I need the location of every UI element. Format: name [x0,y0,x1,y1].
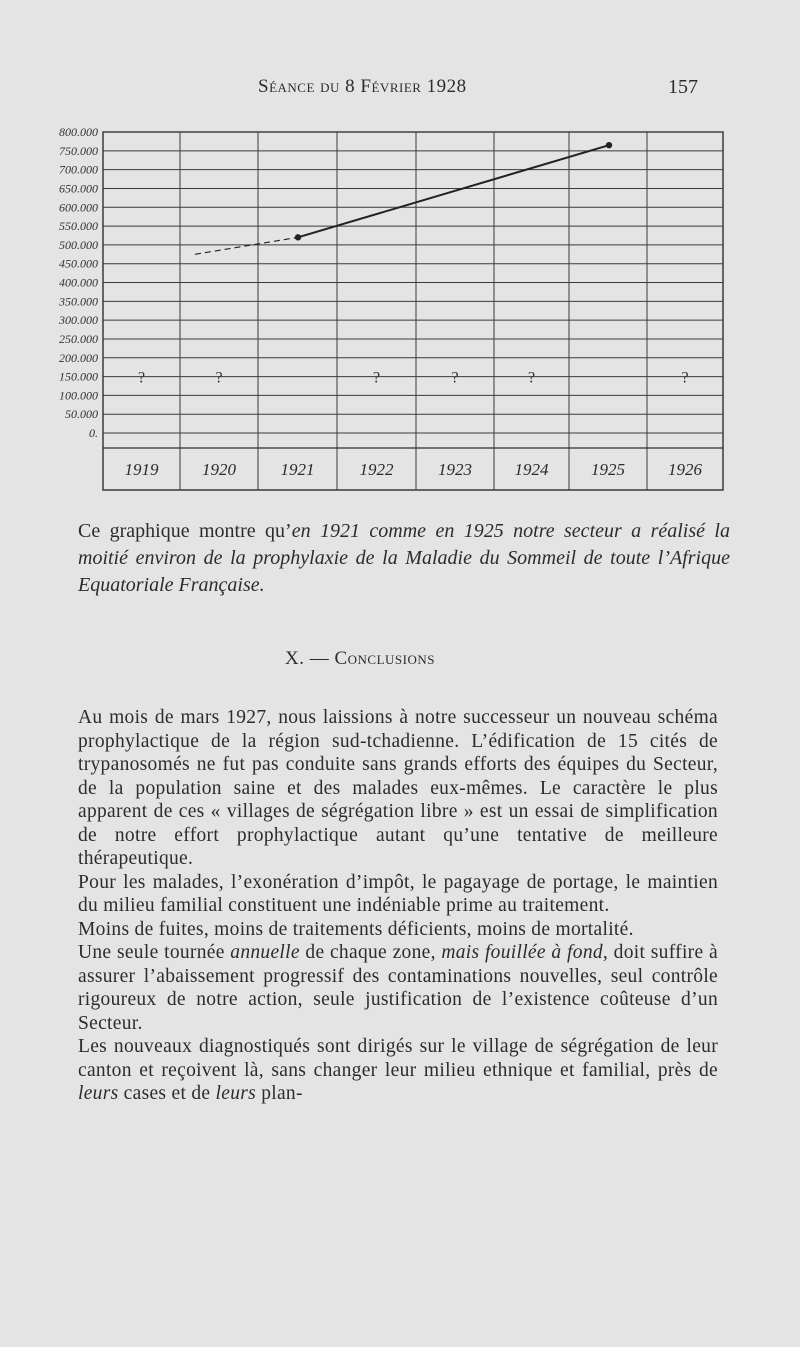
p4-italic-d: mais fouillée à fond [441,942,603,963]
y-tick-label: 800.000 [59,125,98,139]
data-point [606,142,612,148]
p5-text-e: plan- [256,1083,303,1104]
page-number: 157 [668,76,698,98]
unknown-mark: ? [527,369,536,387]
y-tick-label: 400.000 [59,275,98,290]
section-number: X. — [285,648,335,669]
y-tick-label: 300.000 [59,313,98,328]
chart-grid [103,132,723,490]
p5-italic-d: leurs [215,1083,257,1104]
y-tick-label: 350.000 [59,294,98,309]
paragraph-5 [78,1035,718,1106]
y-tick-label: 650.000 [59,181,98,196]
x-tick-label: 1925 [591,460,625,479]
p5-text-c: cases et de [118,1083,216,1104]
x-tick-label: 1922 [359,460,394,479]
p5-text-a: Les nouveaux diagnostiqués sont dirigés sur le village de ségrégation de leur canton et reçoivent là, sans changer leur milieu ethnique et familial, près de [78,1036,718,1081]
running-title: Séance du 8 Février 1928 [258,76,467,97]
paragraph-4 [78,941,718,1035]
page-header [0,76,800,104]
caption-lead: Ce graphique montre qu’ [78,520,292,542]
y-tick-label: 450.000 [59,256,98,271]
x-axis-ticks [125,460,703,479]
y-axis-ticks [58,125,98,440]
y-tick-label: 150.000 [59,369,98,384]
unknown-mark: ? [372,369,381,387]
y-tick-label: 200.000 [59,350,98,365]
y-tick-label: 700.000 [59,162,98,177]
section-heading [0,648,720,670]
y-tick-label: 0. [89,426,98,440]
y-tick-label: 550.000 [59,219,98,234]
section-title: Conclusions [334,648,435,669]
y-tick-label: 250.000 [59,331,98,346]
y-tick-label: 750.000 [59,143,98,158]
body-text [78,706,718,1106]
x-tick-label: 1923 [438,460,472,479]
y-tick-label: 600.000 [59,200,98,215]
y-tick-label: 100.000 [59,388,98,403]
x-tick-label: 1920 [202,460,236,479]
x-tick-label: 1924 [514,460,549,479]
unknown-mark: ? [681,369,689,387]
chart-frame [103,132,723,490]
x-tick-label: 1921 [280,460,315,479]
y-tick-label: 50.000 [65,407,98,422]
figure-caption [78,518,730,599]
p4-text-a: Une seule tournée [78,942,231,963]
p4-italic-b: annuelle [230,942,300,963]
p5-italic-b: leurs [78,1083,119,1104]
prophylaxis-chart [0,110,800,500]
unknown-mark: ? [215,369,223,387]
caption-italic: en 1921 comme en 1925 notre secteur a réalisé la moitié environ de la prophylaxie de la Maladie du Sommeil de toute l’Afrique Equatoriale Française. [78,520,730,596]
p4-text-e: , doit suffire à assurer l’abaissement progressif des contaminations nouvelles, seul contrôle rigoureux de notre action, seule justification de l’existence coûteuse d’un Secteur. [78,942,718,1034]
unknown-marks [138,370,689,387]
series-line-solid [298,145,609,237]
x-tick-label: 1919 [124,460,159,479]
series-line-dashed [195,237,298,254]
unknown-mark: ? [451,369,459,387]
y-tick-label: 500.000 [59,237,98,252]
paragraph-1: Au mois de mars 1927, nous laissions à notre successeur un nouveau schéma prophylactique de la région sud-tchadienne. L’édification de 15 cités de trypanosomés ne fut pas conduite sans grands efforts des équipes du Secteur, de la population saine et des malades eux-mêmes. Le caractère le plus apparent de ces « villages de ségrégation libre » est un essai de simplification de notre effort prophylactique autant qu’une tentative de meilleure thérapeutique. [78,707,718,869]
paragraph-2: Pour les malades, l’exonération d’impôt, le pagayage de portage, le maintien du milieu familial constituent une indéniable prime au traitement. [78,871,718,916]
unknown-mark: ? [137,369,146,387]
x-tick-label: 1926 [668,460,702,479]
paragraph-3: Moins de fuites, moins de traitements déficients, moins de mortalité. [78,918,634,940]
p4-text-c: de chaque zone, [299,942,442,963]
